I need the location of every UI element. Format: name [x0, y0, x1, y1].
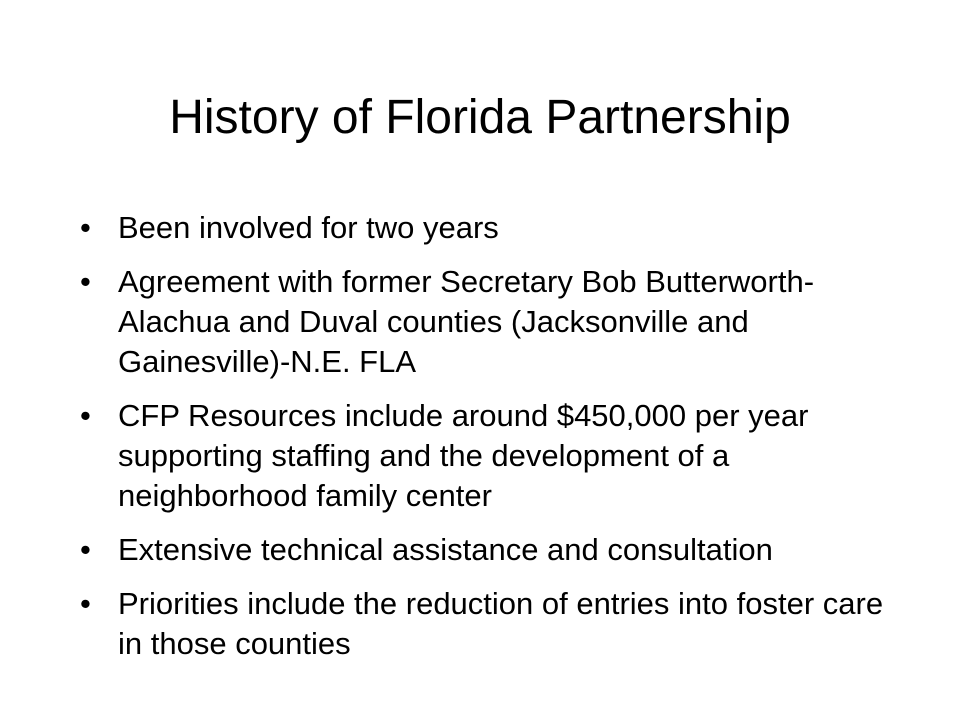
bullet-item — [80, 530, 890, 570]
bullet-icon: • — [80, 264, 91, 299]
bullet-text: Been involved for two years — [118, 210, 499, 245]
bullet-list — [80, 208, 890, 678]
bullet-icon: • — [80, 398, 91, 433]
bullet-text: Extensive technical assistance and consultation — [118, 532, 773, 567]
bullet-icon: • — [80, 532, 91, 567]
bullet-text: Agreement with former Secretary Bob Butterworth- Alachua and Duval counties (Jacksonville and Gainesville)-N.E. FLA — [118, 264, 815, 379]
bullet-item — [80, 262, 890, 382]
bullet-item — [80, 396, 890, 516]
bullet-icon: • — [80, 586, 91, 621]
bullet-item — [80, 584, 890, 664]
slide-title: History of Florida Partnership — [169, 91, 791, 144]
bullet-text: CFP Resources include around $450,000 per year supporting staffing and the development of a neighborhood family center — [118, 398, 809, 513]
bullet-text: Priorities include the reduction of entries into foster care in those counties — [118, 586, 884, 661]
bullet-item — [80, 208, 890, 248]
bullet-icon: • — [80, 210, 91, 245]
